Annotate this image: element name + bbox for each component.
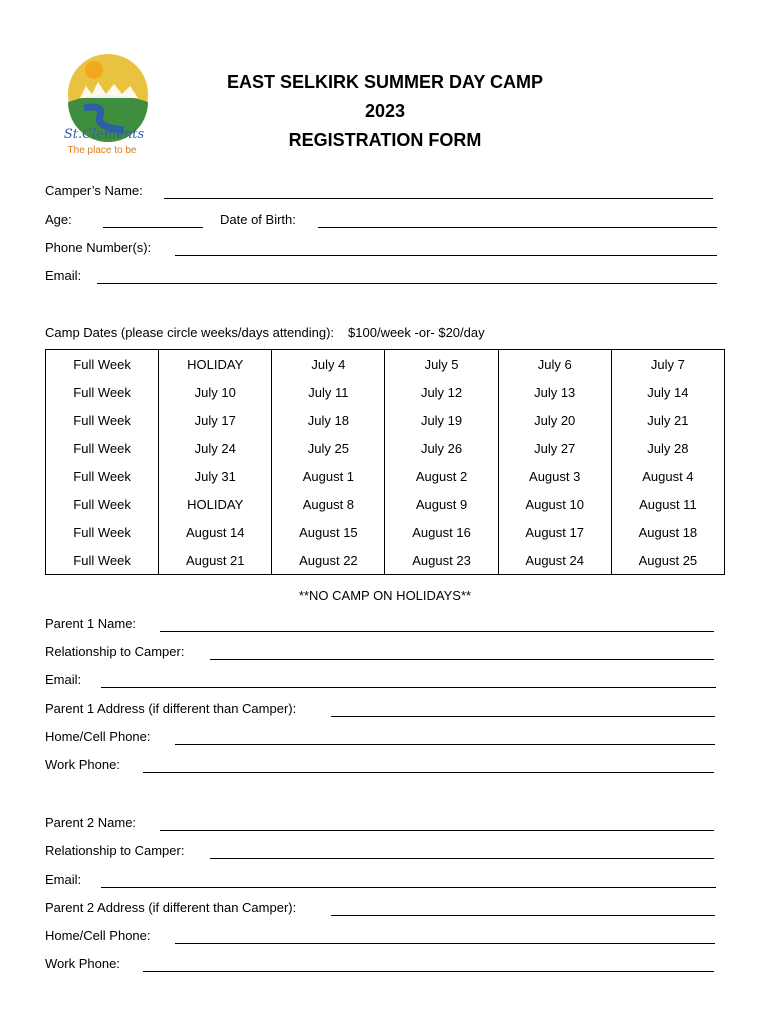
date-cell[interactable]: August 3 <box>498 462 611 490</box>
dates-row <box>46 406 725 434</box>
date-cell[interactable]: July 19 <box>385 406 498 434</box>
parent1-name-field[interactable] <box>160 631 714 632</box>
parent1-email-label: Email: <box>45 672 82 687</box>
dates-row <box>46 462 725 490</box>
title-line-1: EAST SELKIRK SUMMER DAY CAMP <box>226 72 544 92</box>
date-cell[interactable]: July 5 <box>385 350 498 379</box>
date-cell[interactable]: August 16 <box>385 518 498 546</box>
date-cell[interactable]: HOLIDAY <box>159 350 272 379</box>
date-cell[interactable]: July 31 <box>159 462 272 490</box>
dob-label: Date of Birth: <box>220 212 296 227</box>
full-week-cell[interactable]: Full Week <box>46 518 159 546</box>
camper-name-label: Camper’s Name: <box>45 183 143 198</box>
full-week-cell[interactable]: Full Week <box>46 406 159 434</box>
camper-name-field[interactable] <box>164 198 713 199</box>
date-cell[interactable]: August 22 <box>272 546 385 575</box>
date-cell[interactable]: July 7 <box>611 350 724 379</box>
date-cell[interactable]: August 11 <box>611 490 724 518</box>
date-cell[interactable]: August 24 <box>498 546 611 575</box>
parent1-name-label: Parent 1 Name: <box>45 616 137 631</box>
date-cell[interactable]: July 12 <box>385 378 498 406</box>
date-cell[interactable]: July 20 <box>498 406 611 434</box>
parent2-address-field[interactable] <box>331 915 715 916</box>
date-cell[interactable]: August 25 <box>611 546 724 575</box>
full-week-cell[interactable]: Full Week <box>46 546 159 575</box>
form-title <box>200 68 570 155</box>
parent2-email-field[interactable] <box>101 887 716 888</box>
full-week-cell[interactable]: Full Week <box>46 350 159 379</box>
camp-dates-label: Camp Dates (please circle weeks/days attending): <box>45 325 335 340</box>
full-week-cell[interactable]: Full Week <box>46 434 159 462</box>
dates-row <box>46 546 725 575</box>
dates-row <box>46 378 725 406</box>
date-cell[interactable]: July 14 <box>611 378 724 406</box>
parent1-email-field[interactable] <box>101 687 716 688</box>
dob-field[interactable] <box>318 227 717 228</box>
parent1-relationship-label: Relationship to Camper: <box>45 644 185 659</box>
parent2-work-phone-field[interactable] <box>143 971 714 972</box>
date-cell[interactable]: August 4 <box>611 462 724 490</box>
date-cell[interactable]: August 1 <box>272 462 385 490</box>
full-week-cell[interactable]: Full Week <box>46 378 159 406</box>
camp-dates-heading <box>45 325 485 340</box>
date-cell[interactable]: July 21 <box>611 406 724 434</box>
date-cell[interactable]: July 26 <box>385 434 498 462</box>
parent2-home-phone-field[interactable] <box>175 943 715 944</box>
date-cell[interactable]: July 24 <box>159 434 272 462</box>
date-cell[interactable]: July 27 <box>498 434 611 462</box>
logo-graphic <box>54 48 164 160</box>
date-cell[interactable]: August 23 <box>385 546 498 575</box>
parent2-name-field[interactable] <box>160 830 714 831</box>
date-cell[interactable]: July 10 <box>159 378 272 406</box>
date-cell[interactable]: August 17 <box>498 518 611 546</box>
dates-row <box>46 490 725 518</box>
title-line-3: REGISTRATION FORM <box>288 130 482 150</box>
parent1-home-phone-label: Home/Cell Phone: <box>45 729 151 744</box>
parent1-home-phone-field[interactable] <box>175 744 715 745</box>
camper-email-field[interactable] <box>97 283 717 284</box>
parent1-work-phone-label: Work Phone: <box>45 757 120 772</box>
st-clements-logo <box>54 48 164 160</box>
dates-row <box>46 518 725 546</box>
date-cell[interactable]: July 11 <box>272 378 385 406</box>
dates-row <box>46 434 725 462</box>
parent2-relationship-field[interactable] <box>210 858 714 859</box>
date-cell[interactable]: July 18 <box>272 406 385 434</box>
parent2-address-label: Parent 2 Address (if different than Camper): <box>45 900 297 915</box>
parent2-relationship-label: Relationship to Camper: <box>45 843 185 858</box>
date-cell[interactable]: August 8 <box>272 490 385 518</box>
camper-email-label: Email: <box>45 268 82 283</box>
date-cell[interactable]: August 18 <box>611 518 724 546</box>
date-cell[interactable]: July 28 <box>611 434 724 462</box>
date-cell[interactable]: August 2 <box>385 462 498 490</box>
date-cell[interactable]: HOLIDAY <box>159 490 272 518</box>
full-week-cell[interactable]: Full Week <box>46 490 159 518</box>
price-label: $100/week -or- $20/day <box>348 325 485 340</box>
parent2-email-label: Email: <box>45 872 82 887</box>
parent1-work-phone-field[interactable] <box>143 772 714 773</box>
date-cell[interactable]: August 9 <box>385 490 498 518</box>
dates-row <box>46 350 725 379</box>
date-cell[interactable]: August 15 <box>272 518 385 546</box>
age-label: Age: <box>45 212 72 227</box>
parent1-relationship-field[interactable] <box>210 659 714 660</box>
date-cell[interactable]: July 6 <box>498 350 611 379</box>
date-cell[interactable]: July 17 <box>159 406 272 434</box>
logo-tagline: The place to be <box>67 145 137 156</box>
parent2-work-phone-label: Work Phone: <box>45 956 120 971</box>
date-cell[interactable]: July 13 <box>498 378 611 406</box>
parent1-address-field[interactable] <box>331 716 715 717</box>
date-cell[interactable]: August 10 <box>498 490 611 518</box>
date-cell[interactable]: August 14 <box>159 518 272 546</box>
date-cell[interactable]: July 4 <box>272 350 385 379</box>
logo-script: St.Clements <box>63 127 145 142</box>
phone-field[interactable] <box>175 255 717 256</box>
date-cell[interactable]: August 21 <box>159 546 272 575</box>
title-line-2: 2023 <box>364 101 406 121</box>
parent2-home-phone-label: Home/Cell Phone: <box>45 928 151 943</box>
parent2-name-label: Parent 2 Name: <box>45 815 137 830</box>
parent1-address-label: Parent 1 Address (if different than Camper): <box>45 701 297 716</box>
full-week-cell[interactable]: Full Week <box>46 462 159 490</box>
phone-label: Phone Number(s): <box>45 240 152 255</box>
camp-dates-table <box>45 349 725 575</box>
no-camp-holidays-note: **NO CAMP ON HOLIDAYS** <box>298 588 472 603</box>
date-cell[interactable]: July 25 <box>272 434 385 462</box>
age-field[interactable] <box>103 227 203 228</box>
